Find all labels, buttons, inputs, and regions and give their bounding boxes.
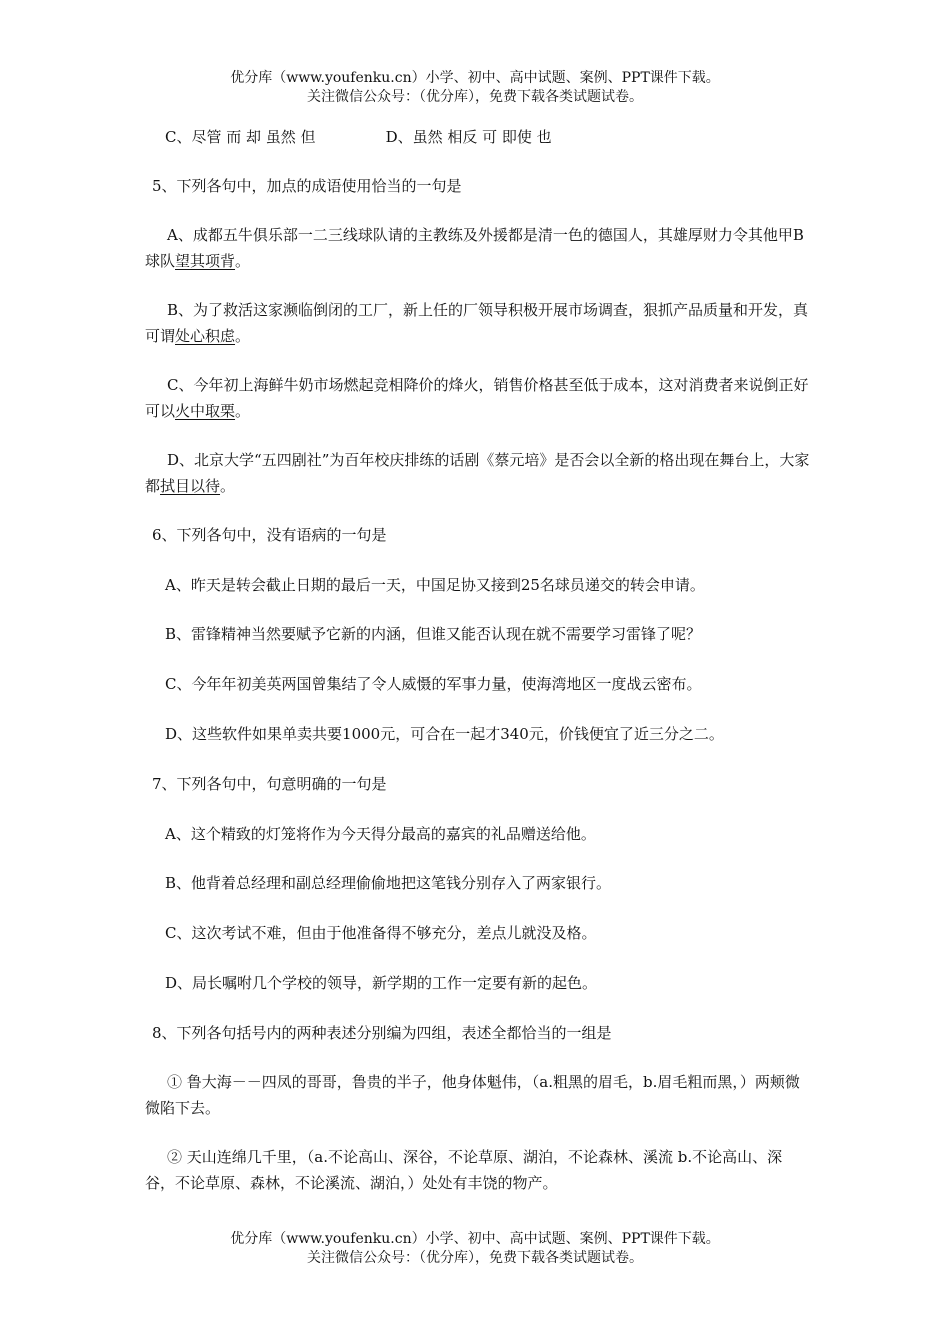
page-header-line2: 关注微信公众号：（优分库），免费下载各类试题试卷。 — [307, 89, 643, 105]
q5-c-idiom: 火中取栗 — [175, 402, 236, 420]
page-footer-line2: 关注微信公众号：（优分库），免费下载各类试题试卷。 — [307, 1250, 643, 1266]
q7-option-d: D、局长嘱咐几个学校的领导，新学期的工作一定要有新的起色。 — [165, 974, 598, 992]
q8-item-2: ② 天山连绵几千里，（a.不论高山、深谷，不论草原、湖泊，不论森林、溪流 b.不论高山、深谷，不论草原、森林，不论溪流、湖泊，）处处有丰饶的物产。 — [145, 1148, 783, 1192]
q6-option-b: B、雷锋精神当然要赋予它新的内涵，但谁又能否认现在就不需要学习雷锋了呢？ — [165, 625, 702, 643]
q5-option-d: D、北京大学“五四剧社”为百年校庆排练的话剧《蔡元培》是否会以全新的格出现在舞台上，大家都拭目以待。 — [145, 451, 810, 495]
q8-stem: 8、下列各句括号内的两种表述分别编为四组，表述全都恰当的一组是 — [152, 1024, 612, 1042]
page-header-line1: 优分库（www.youfenku.cn）小学、初中、高中试题、案例、PPT课件下载。 — [230, 70, 720, 86]
q7-option-a: A、这个精致的灯笼将作为今天得分最高的嘉宾的礼品赠送给他。 — [165, 825, 596, 843]
q7-option-b: B、他背着总经理和副总经理偷偷地把这笔钱分别存入了两家银行。 — [165, 874, 612, 892]
q5-option-c: C、今年初上海鲜牛奶市场燃起竞相降价的烽火，销售价格甚至低于成本，这对消费者来说倒正好可以火中取栗。 — [145, 376, 809, 420]
q6-stem: 6、下列各句中，没有语病的一句是 — [152, 526, 387, 544]
q4-option-c: C、尽管 而 却 虽然 但 — [165, 128, 316, 146]
q7-option-c: C、这次考试不难，但由于他准备得不够充分，差点儿就没及格。 — [165, 924, 597, 942]
q7-stem: 7、下列各句中，句意明确的一句是 — [152, 775, 387, 793]
q6-option-d: D、这些软件如果单卖共要1000元，可合在一起才340元，价钱便宜了近三分之二。 — [165, 725, 724, 743]
q5-option-a: A、成都五牛俱乐部一二三线球队请的主教练及外援都是清一色的德国人，其雄厚财力令其他甲B球队望其项背。 — [145, 226, 804, 270]
q4-options-row — [165, 127, 552, 147]
q5-d-idiom: 拭目以待 — [160, 477, 221, 495]
q5-a-idiom: 望其项背 — [175, 252, 236, 270]
q6-option-a: A、昨天是转会截止日期的最后一天，中国足协又接到25名球员递交的转会申请。 — [165, 576, 705, 594]
q6-option-c: C、今年年初美英两国曾集结了令人威慑的军事力量，使海湾地区一度战云密布。 — [165, 675, 702, 693]
q5-b-idiom: 处心积虑 — [175, 327, 236, 345]
q4-option-d: D、虽然 相反 可 即使 也 — [385, 128, 552, 146]
q5-stem: 5、下列各句中，加点的成语使用恰当的一句是 — [152, 177, 462, 195]
q8-item-1: ① 鲁大海－－四凤的哥哥，鲁贵的半子，他身体魁伟，（a.粗黑的眉毛，b.眉毛粗而黑，）两颊微微陷下去。 — [145, 1073, 800, 1117]
q5-option-b: B、为了救活这家濒临倒闭的工厂，新上任的厂领导积极开展市场调查，狠抓产品质量和开发，真可谓处心积虑。 — [145, 301, 809, 345]
page-footer-line1: 优分库（www.youfenku.cn）小学、初中、高中试题、案例、PPT课件下载。 — [230, 1231, 720, 1247]
